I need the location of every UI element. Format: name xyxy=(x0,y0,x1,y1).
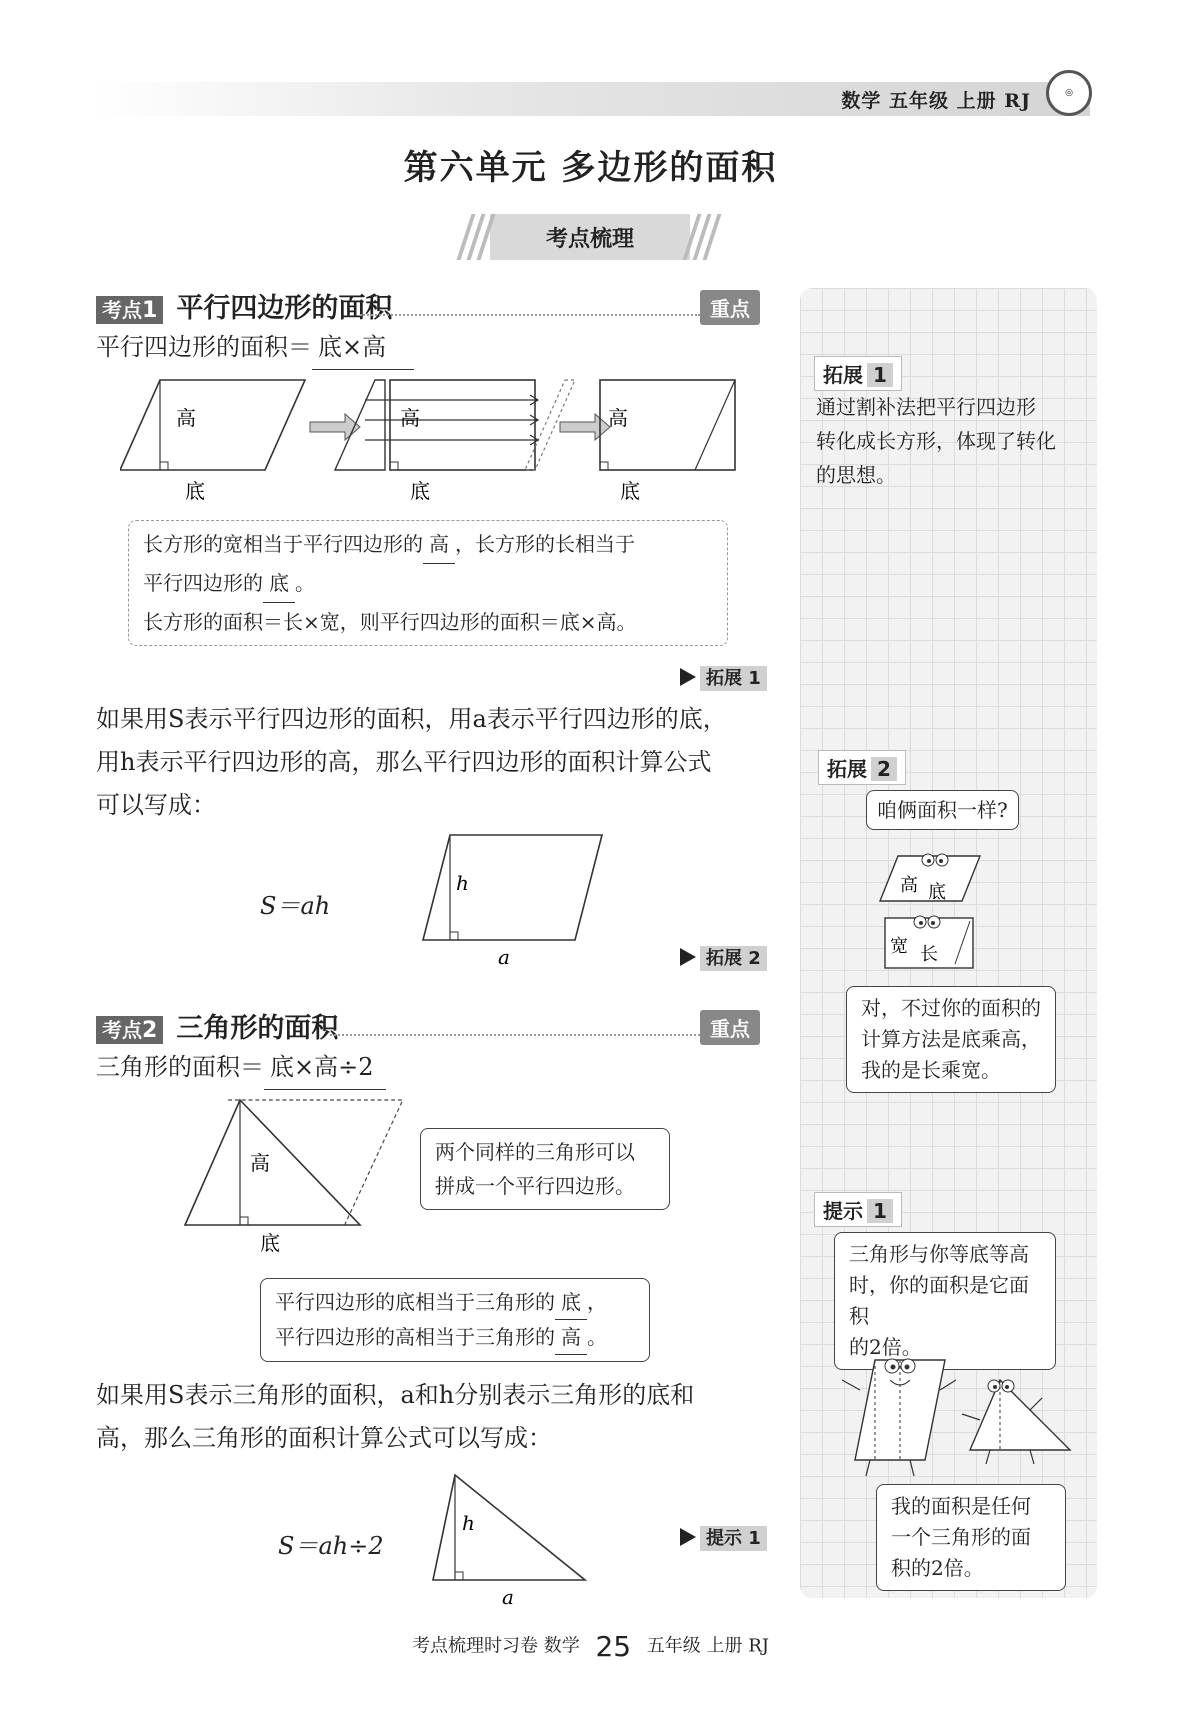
unit-title: 第六单元 多边形的面积 xyxy=(403,148,778,188)
play-arrow-icon xyxy=(680,948,696,966)
kd1-fig-height-label: 高 xyxy=(176,406,196,430)
kd2-triangle-formula-figure xyxy=(430,1470,590,1610)
sidebar-parallelogram-triangle-characters xyxy=(830,1340,1080,1480)
kd2-triangle-figure xyxy=(180,1095,420,1255)
kd2-heading xyxy=(96,1006,338,1045)
page-footer xyxy=(0,1630,1181,1663)
banner-label: 考点梳理 xyxy=(545,227,634,252)
kd2-tag: 考点2 xyxy=(96,1016,163,1044)
svg-text:高: 高 xyxy=(608,406,628,430)
sidebar-tag-tuozhan2: 拓展 2 xyxy=(818,750,906,785)
kd1-parallelogram-figure xyxy=(420,830,610,970)
kd1-transform-figure xyxy=(120,370,760,510)
svg-text:a: a xyxy=(498,945,510,969)
kd1-paragraph: 如果用S表示平行四边形的面积，用a表示平行四边形的底， 用h表示平行四边形的高，那么平行四边形的面积计算公式 可以写成： xyxy=(96,705,727,819)
svg-text:h: h xyxy=(456,871,469,895)
svg-text:高: 高 xyxy=(250,1151,270,1175)
section-banner xyxy=(490,214,690,260)
footer-left: 考点梳理时习卷 数学 xyxy=(411,1635,580,1657)
kd2-link-tishi1[interactable]: 提示 1 xyxy=(680,1524,767,1550)
header-subject-grade: 数学 五年级 上册 RJ xyxy=(841,90,1031,112)
play-arrow-icon xyxy=(680,668,696,686)
sidebar-tag-tishi1: 提示 1 xyxy=(814,1192,902,1227)
sidebar-shape-characters xyxy=(870,846,990,976)
kd1-fig-base-label: 底 xyxy=(185,479,205,503)
page-number: 25 xyxy=(595,1630,632,1663)
sidebar-tishi1-bubble2: 我的面积是任何 一个三角形的面 积的2倍。 xyxy=(876,1484,1066,1591)
kd2-paragraph: 如果用S表示三角形的面积，a和h分别表示三角形的底和 高，那么三角形的面积计算公式可以写成： xyxy=(96,1381,695,1452)
kd1-box-answer-base: 底 xyxy=(263,564,295,603)
kd1-explanation-box: 长方形的宽相当于平行四边形的 高 ，长方形的长相当于 平行四边形的 底 。 长方形的面积＝长×宽，则平行四边形的面积＝底×高。 xyxy=(128,520,728,646)
sidebar-tag-tuozhan1: 拓展 1 xyxy=(814,356,902,391)
kd2-title: 三角形的面积 xyxy=(176,1013,339,1044)
kd1-dotted-rule xyxy=(360,314,700,316)
kd1-link-tuozhan1[interactable]: 拓展 1 xyxy=(680,664,767,690)
svg-text:h: h xyxy=(462,1511,475,1535)
kd2-box-answer-base: 底 xyxy=(555,1285,587,1320)
play-arrow-icon xyxy=(680,1528,696,1546)
kd2-formula-answer: 底×高÷2 xyxy=(264,1046,386,1090)
kd2-explanation-box: 平行四边形的底相当于三角形的 底 ， 平行四边形的高相当于三角形的 高 。 xyxy=(260,1278,650,1362)
svg-text:宽: 宽 xyxy=(890,936,908,957)
kd1-tag: 考点1 xyxy=(96,296,163,324)
kd2-formula-line: 三角形的面积＝ 底×高÷2 xyxy=(96,1046,386,1090)
kd2-speech-bubble: 两个同样的三角形可以 拼成一个平行四边形。 xyxy=(420,1128,670,1210)
kd1-formula-answer: 底×高 xyxy=(312,326,414,370)
kd2-key-badge: 重点 xyxy=(700,1010,760,1045)
sidebar-tuozhan2-bubble-top: 咱俩面积一样? xyxy=(866,790,1019,830)
kd1-link-tuozhan2[interactable]: 拓展 2 xyxy=(680,944,767,970)
svg-text:高: 高 xyxy=(400,406,420,430)
svg-text:a: a xyxy=(502,1585,514,1609)
sidebar-tishi1-bubble1: 三角形与你等底等高 时，你的面积是它面积 的2倍。 xyxy=(834,1232,1056,1370)
kd1-heading xyxy=(96,286,392,325)
kd2-box-answer-height: 高 xyxy=(555,1320,587,1355)
svg-text:长: 长 xyxy=(920,944,938,965)
svg-text:底: 底 xyxy=(260,1231,280,1255)
kd1-formula-line: 平行四边形的面积＝ 底×高 xyxy=(96,326,414,370)
kd1-key-badge: 重点 xyxy=(700,290,760,325)
svg-text:底: 底 xyxy=(928,882,946,903)
kd1-formula: S＝ah xyxy=(260,892,331,920)
sidebar-tuozhan1-text: 通过割补法把平行四边形 转化成长方形，体现了转化 的思想。 xyxy=(816,395,1056,487)
kd1-title: 平行四边形的面积 xyxy=(176,293,393,324)
svg-text:底: 底 xyxy=(620,479,640,503)
sidebar-tuozhan2-bubble: 对，不过你的面积的 计算方法是底乘高， 我的是长乘宽。 xyxy=(846,986,1056,1093)
footer-right: 五年级 上册 RJ xyxy=(646,1635,770,1657)
publisher-logo-icon: ◎ xyxy=(1046,70,1092,116)
kd2-dotted-rule xyxy=(330,1034,700,1036)
kd2-formula: S＝ah÷2 xyxy=(278,1532,384,1560)
svg-text:高: 高 xyxy=(900,875,918,896)
kd1-box-answer-height: 高 xyxy=(423,525,455,564)
svg-text:底: 底 xyxy=(410,479,430,503)
